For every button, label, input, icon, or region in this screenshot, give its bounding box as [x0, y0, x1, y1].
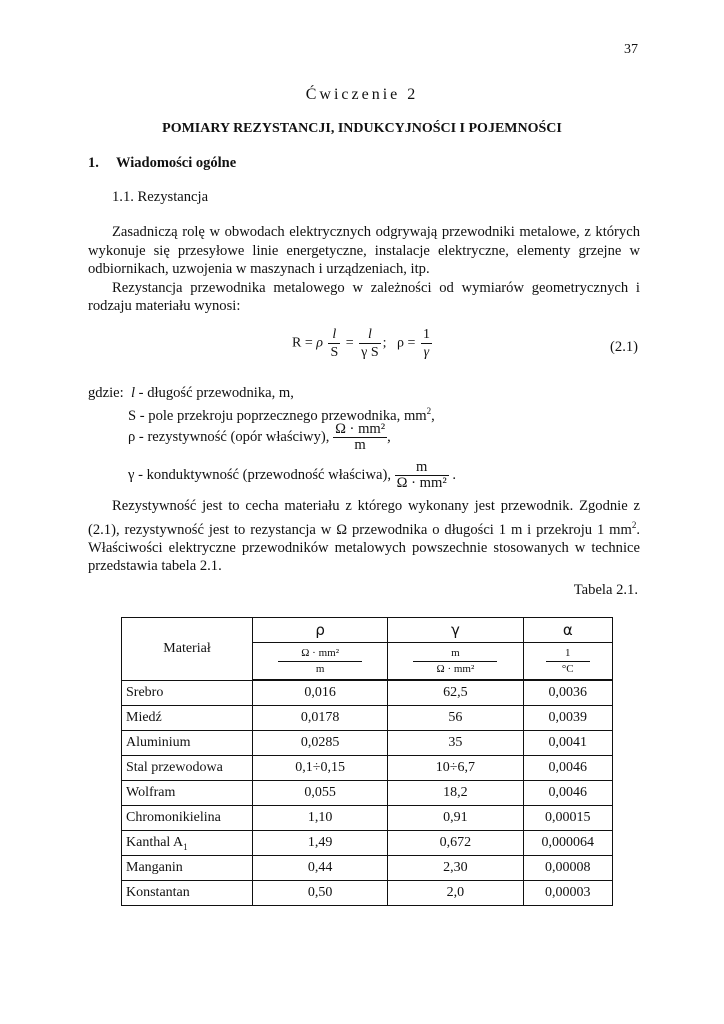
table-row: Wolfram 0,055 18,2 0,0046	[122, 781, 613, 806]
formula-fraction-1: $\frac{l}{S}$	[330, 327, 339, 360]
formula-2-1	[292, 326, 434, 366]
definition-rho: ρ - rezystywność (opór właściwy), $\frac{\text{Ω · mm²}}{m}$ ,	[128, 421, 391, 453]
intro-paragraphs	[88, 223, 640, 316]
table-row: Manganin 0,44 2,30 0,00008	[122, 856, 613, 881]
definition-s: S - pole przekroju poprzecznego przewodnika, $mm^2$,	[128, 406, 435, 424]
table-row: Kanthal $A_1$ 1,49 0,672 0,000064	[122, 831, 613, 856]
table-row: Miedź 0,0178 56 0,0039	[122, 706, 613, 731]
section-title: Wiadomości ogólne	[116, 155, 237, 171]
table-caption: Tabela 2.1.	[573, 582, 638, 598]
header-rho: ρ	[253, 618, 388, 643]
symbol-l: l	[130, 385, 136, 401]
table-row: Stal przewodowa 0,1÷0,15 10÷6,7 0,0046	[122, 756, 613, 781]
materials-table	[121, 617, 613, 906]
definition-l: gdzie: l - długość przewodnika, m,	[88, 385, 294, 401]
table-row: Konstantan 0,50 2,0 0,00003	[122, 881, 613, 906]
paragraph-3: Rezystywność jest to cecha materiału z którego wykonany jest przewodnik. Zgodnie z (2.1), rezystywność jest to rezystancja w Ω przewodnika o długości 1 m i przekroju 1 $mm^2$. Właściwości elektryczne przewodników metalowych powszechnie stosowanych w technice przedstawia tabela 2.1.	[88, 498, 640, 575]
equation-number: (2.1)	[610, 339, 638, 355]
formula-rho: ρ	[316, 335, 323, 351]
section-number: 1.	[88, 155, 99, 171]
table-header-symbols	[122, 618, 613, 643]
page-number: 37	[624, 42, 638, 57]
formula-fraction-2: $\frac{l}{\text{γ S}}$	[361, 327, 379, 360]
unit-alpha: $\frac{1}{^\circ C}$	[523, 643, 612, 681]
paragraph-2: Rezystancja przewodnika metalowego w zależności od wymiarów geometrycznych i rodzaju materiału wynosi:	[88, 279, 640, 314]
formula-rho-definition: ρ =	[397, 335, 416, 351]
section-heading	[88, 155, 236, 172]
unit-rho: $\frac{\text{Ω · mm²}}{m}$	[253, 643, 388, 681]
formula-fraction-3: $\frac{1}{\gamma}$	[422, 327, 430, 360]
header-alpha: α	[523, 618, 612, 643]
table-row: Aluminium 0,0285 35 0,0041	[122, 731, 613, 756]
formula-separator: ;	[382, 335, 387, 351]
definition-gamma: γ - konduktywność (przewodność właściwa), $\frac{m}{\text{Ω · mm²}}$ .	[128, 459, 457, 491]
table-row: Chromonikielina 1,10 0,91 0,00015	[122, 806, 613, 831]
formula-lhs: R =	[292, 335, 313, 351]
page-title: POMIARY REZYSTANCJI, INDUKCYJNOŚCI I POJEMNOŚCI	[162, 121, 562, 136]
chapter-heading: Ćwiczenie 2	[305, 86, 419, 103]
rho-unit: $\frac{\text{Ω · mm²}}{m}$	[335, 421, 386, 453]
formula-equals: =	[345, 335, 354, 351]
subsection-heading: 1.1. Rezystancja	[112, 189, 209, 205]
paragraph-1: Zasadniczą rolę w obwodach elektrycznych odgrywają przewodniki metalowe, z których wykonuje się przesyłowe linie energetyczne, instalacje elektryczne, elementy grzejne w odbiornikach, uzwojenia w maszynach i urządzeniach, itp.	[88, 224, 640, 277]
unit-gamma: $\frac{m}{\text{Ω · mm²}}$	[388, 643, 523, 681]
header-material: Materiał	[122, 618, 253, 681]
table-row: Srebro 0,016 62,5 0,0036	[122, 680, 613, 706]
gamma-unit: $\frac{m}{\text{Ω · mm²}}$	[396, 459, 447, 491]
header-gamma: γ	[388, 618, 523, 643]
